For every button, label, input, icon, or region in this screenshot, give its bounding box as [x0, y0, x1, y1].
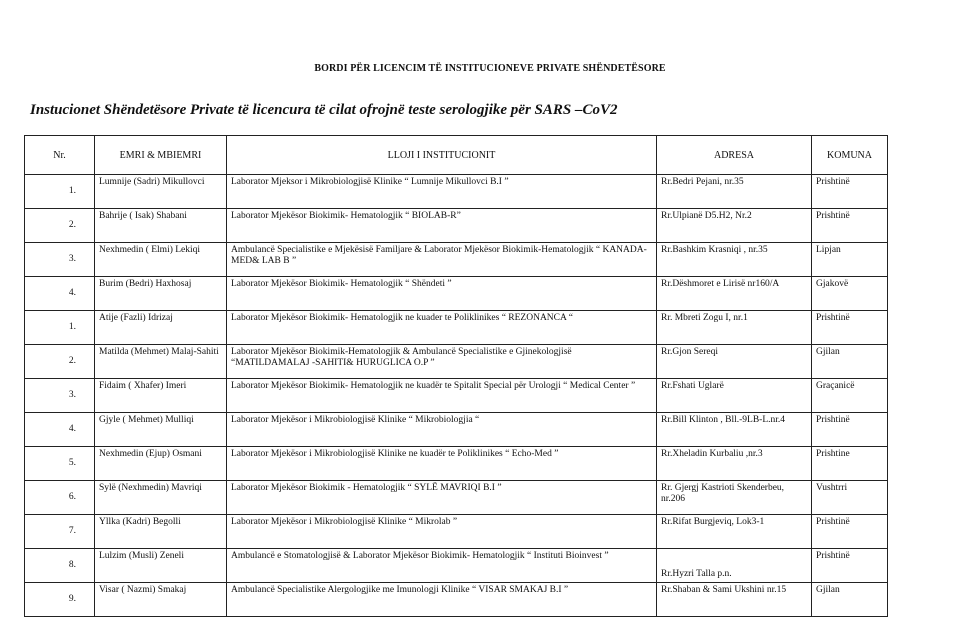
row-institution-type: Laborator Mjekësor i Mikrobiologjisë Klinike “ Mikrolab ”: [227, 515, 657, 549]
row-address: Rr.Bill Klinton , Bll.-9LB-L.nr.4: [657, 413, 812, 447]
row-address: Rr.Fshati Uglarë: [657, 379, 812, 413]
row-name: Matilda (Mehmet) Malaj-Sahiti: [95, 345, 227, 379]
row-institution-type: Laborator Mjekësor i Mikrobiologjisë Klinike “ Mikrobiologjia “: [227, 413, 657, 447]
row-municipality: Gjilan: [812, 583, 888, 617]
row-number: 3.: [25, 379, 95, 413]
row-municipality: Prishtine: [812, 447, 888, 481]
row-name: Atije (Fazli) Idrizaj: [95, 311, 227, 345]
table-row: [25, 447, 888, 481]
row-address: Rr.Gjon Sereqi: [657, 345, 812, 379]
row-institution-type: Laborator Mjekësor i Mikrobiologjisë Klinike ne kuadër te Poliklinikes “ Echo-Med ”: [227, 447, 657, 481]
row-address: Rr.Bashkim Krasniqi , nr.35: [657, 243, 812, 277]
row-institution-type: Laborator Mjekësor Biokimik- Hematologjik ne kuadër te Spitalit Special për Urologji “ Medical Center ”: [227, 379, 657, 413]
table-row: [25, 379, 888, 413]
row-number: 6.: [25, 481, 95, 515]
row-address: Rr.Xheladin Kurbaliu ,nr.3: [657, 447, 812, 481]
row-name: Sylë (Nexhmedin) Mavriqi: [95, 481, 227, 515]
row-number: 3.: [25, 243, 95, 277]
row-address: Rr.Shaban & Sami Ukshini nr.15: [657, 583, 812, 617]
row-address: Rr.Rifat Burgjeviq, Lok3-1: [657, 515, 812, 549]
header-address: ADRESA: [657, 136, 812, 175]
row-municipality: Prishtinë: [812, 515, 888, 549]
row-municipality: Lipjan: [812, 243, 888, 277]
table-row: [25, 175, 888, 209]
row-address: Rr. Mbreti Zogu I, nr.1: [657, 311, 812, 345]
table-row: [25, 243, 888, 277]
row-name: Nexhmedin ( Elmi) Lekiqi: [95, 243, 227, 277]
row-number: 4.: [25, 413, 95, 447]
header-municipality: KOMUNA: [812, 136, 888, 175]
table-row: [25, 583, 888, 617]
row-number: 5.: [25, 447, 95, 481]
header-name: EMRI & MBIEMRI: [95, 136, 227, 175]
row-name: Lumnije (Sadri) Mikullovci: [95, 175, 227, 209]
row-institution-type: Laborator Mjekësor Biokimik- Hematologjik “ Shëndeti ”: [227, 277, 657, 311]
row-institution-type: Laborator Mjekësor Biokimik- Hematologjik “ BIOLAB-R”: [227, 209, 657, 243]
document-title: BORDI PËR LICENCIM TË INSTITUCIONEVE PRIVATE SHËNDETËSORE: [314, 63, 666, 74]
table-row: [25, 481, 888, 515]
row-municipality: Prishtinë: [812, 549, 888, 583]
row-number: 2.: [25, 345, 95, 379]
row-name: Yllka (Kadri) Begolli: [95, 515, 227, 549]
row-number: 8.: [25, 549, 95, 583]
header-nr: Nr.: [25, 136, 95, 175]
header-institution-type: LLOJI I INSTITUCIONIT: [227, 136, 657, 175]
table-row: [25, 311, 888, 345]
row-address: Rr.Hyzri Talla p.n.: [657, 549, 812, 583]
row-number: 7.: [25, 515, 95, 549]
row-number: 2.: [25, 209, 95, 243]
row-municipality: Prishtinë: [812, 209, 888, 243]
table-row: [25, 345, 888, 379]
row-municipality: Prishtinë: [812, 175, 888, 209]
row-name: Gjyle ( Mehmet) Mulliqi: [95, 413, 227, 447]
table-row: [25, 413, 888, 447]
row-municipality: Gjakovë: [812, 277, 888, 311]
row-institution-type: Laborator Mjekësor Biokimik- Hematologjik ne kuader te Poliklinikes “ REZONANCA “: [227, 311, 657, 345]
row-address: Rr.Dëshmoret e Lirisë nr160/A: [657, 277, 812, 311]
row-municipality: Vushtrri: [812, 481, 888, 515]
row-institution-type: Ambulancë Specialistike e Mjekësisë Familjare & Laborator Mjekësor Biokimik-Hematologjik “ KANADA-MED& LAB B ”: [227, 243, 657, 277]
row-institution-type: Ambulancë e Stomatologjisë & Laborator Mjekësor Biokimik- Hematologjik “ Instituti Bioinvest ”: [227, 549, 657, 583]
row-municipality: Graçanicë: [812, 379, 888, 413]
document-subtitle: Instucionet Shëndetësore Private të licencura të cilat ofrojnë teste serologjike për SARS –CoV2: [30, 102, 618, 118]
row-name: Nexhmedin (Ejup) Osmani: [95, 447, 227, 481]
row-municipality: Prishtinë: [812, 311, 888, 345]
table-row: [25, 277, 888, 311]
table-row: [25, 549, 888, 583]
table-row: [25, 209, 888, 243]
row-number: 1.: [25, 175, 95, 209]
row-municipality: Gjilan: [812, 345, 888, 379]
row-number: 1.: [25, 311, 95, 345]
row-institution-type: Ambulancë Specialistike Alergologjike me Imunologji Klinike “ VISAR SMAKAJ B.I ”: [227, 583, 657, 617]
row-institution-type: Laborator Mjekësor Biokimik - Hematologjik “ SYLË MAVRIQI B.I ”: [227, 481, 657, 515]
row-name: Fidaim ( Xhafer) Imeri: [95, 379, 227, 413]
row-address: Rr. Gjergj Kastrioti Skenderbeu, nr.206: [657, 481, 812, 515]
table-row: [25, 515, 888, 549]
table-header-row: [25, 136, 888, 175]
institutions-table: [24, 135, 888, 617]
row-institution-type: Laborator Mjeksor i Mikrobiologjisë Klinike “ Lumnije Mikullovci B.I ”: [227, 175, 657, 209]
row-address: Rr.Ulpianë D5.H2, Nr.2: [657, 209, 812, 243]
row-name: Lulzim (Musli) Zeneli: [95, 549, 227, 583]
row-address: Rr.Bedri Pejani, nr.35: [657, 175, 812, 209]
row-name: Burim (Bedri) Haxhosaj: [95, 277, 227, 311]
row-name: Bahrije ( Isak) Shabani: [95, 209, 227, 243]
row-institution-type: Laborator Mjekësor Biokimik-Hematologjik & Ambulancë Specialistike e Gjinekologjisë “MATILDAMALAJ -SAHITI& HURUGLICA O.P ”: [227, 345, 657, 379]
row-name: Visar ( Nazmi) Smakaj: [95, 583, 227, 617]
row-number: 9.: [25, 583, 95, 617]
row-municipality: Prishtinë: [812, 413, 888, 447]
row-number: 4.: [25, 277, 95, 311]
